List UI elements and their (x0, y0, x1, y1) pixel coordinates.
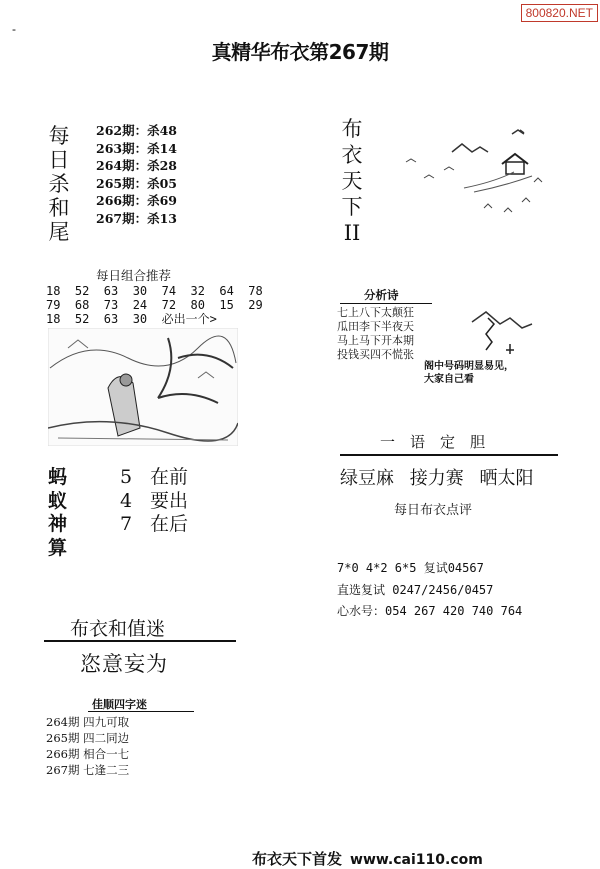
kill-tail-item: 265期：杀05 (96, 175, 177, 191)
riddle-heading: 布衣和值迷 (70, 618, 166, 640)
picks-line: 7*0 4*2 6*5 复试04567 (337, 561, 484, 575)
scholar-illustration (48, 328, 238, 446)
poem-lines (337, 306, 414, 362)
combo-row: 18 52 63 30 74 32 64 78 (46, 284, 263, 298)
kill-tail-item: 262期：杀48 (96, 123, 177, 138)
yiyu-phrase: 接力赛 (409, 468, 464, 489)
ant-rows (120, 466, 188, 537)
combo-rows (46, 284, 263, 326)
watermark: 800820.NET (521, 4, 598, 22)
picks-line: 直选复试 0247/2456/0457 (337, 582, 494, 597)
four-char-row: 266期 相合一七 (46, 747, 130, 761)
poem-divider (340, 303, 432, 304)
ant-num: 5 (120, 466, 133, 488)
yiyu-divider (340, 454, 558, 456)
ant-num: 4 (120, 489, 133, 512)
ant-label-char: 蚂 (48, 466, 68, 488)
corner-mark: - (12, 22, 16, 36)
picks (337, 558, 522, 623)
four-char-row: 265期 四二同边 (46, 731, 130, 745)
ant-text: 要出 (150, 489, 189, 512)
combo-row: 79 68 73 24 72 80 15 29 (46, 298, 263, 312)
buyi-label-char: 天 (341, 169, 363, 193)
combo-row: 18 52 63 30 必出一个> (46, 312, 217, 326)
kill-tail-item: 267期：杀13 (96, 210, 177, 226)
poem-note (424, 361, 514, 386)
kill-tail-item: 266期：杀69 (96, 193, 177, 208)
kill-tail-label (46, 124, 72, 244)
yiyu-phrases (340, 464, 543, 490)
ant-label-char: 神 (48, 513, 68, 535)
four-char-list (46, 714, 129, 778)
kill-tail-item: 264期：杀28 (96, 158, 177, 173)
ant-row (120, 513, 188, 537)
ant-row (120, 466, 188, 490)
footer (252, 848, 483, 869)
yiyu-phrase: 晒太阳 (479, 468, 534, 489)
poem-heading: 分析诗 (364, 288, 399, 302)
four-char-row: 264期 四九可取 (46, 715, 130, 729)
kill-tail-label-char: 每 (48, 124, 70, 148)
ant-text: 在前 (150, 466, 189, 488)
ant-label-char: 算 (48, 536, 68, 559)
ant-text: 在后 (150, 513, 189, 535)
kill-tail-label-char: 和 (48, 196, 70, 220)
buyi-label-char: II (343, 221, 361, 245)
poem-line: 七上八下太颠狂 (337, 306, 414, 319)
poem-line: 马上马下开本期 (337, 334, 414, 347)
picks-line: 心水号：054 267 420 740 764 (337, 604, 523, 618)
combo-title: 每日组合推荐 (96, 268, 172, 283)
ant-label-char: 蚁 (48, 489, 68, 512)
poem-line: 投钱买四不慌张 (337, 348, 414, 361)
riddle-answer: 恣意妄为 (80, 652, 168, 676)
ant-row (120, 490, 188, 514)
yiyu-heading: 一语定胆 (380, 433, 501, 451)
yiyu-subtitle: 每日布衣点评 (394, 503, 473, 518)
four-char-heading: 佳顺四字迷 (92, 698, 147, 711)
mountain-figure-illustration (462, 302, 552, 358)
poem-line: 瓜田李下半夜天 (337, 320, 414, 333)
footer-url: www.cai110.com (350, 852, 483, 868)
footer-text: 布衣天下首发 (252, 850, 343, 868)
poem-note-line: 大家自己看 (424, 373, 474, 385)
ant-num: 7 (120, 513, 133, 535)
poem-note-line: 阁中号码明显易见， (424, 361, 514, 372)
buyi-label-char: 布 (341, 117, 363, 141)
kill-tail-item: 263期：杀14 (96, 140, 177, 156)
kill-tail-label-char: 日 (48, 148, 70, 172)
buyi-label-char: 衣 (341, 143, 363, 167)
ant-label (48, 466, 67, 560)
riddle-divider (44, 640, 236, 642)
landscape-illustration (404, 122, 554, 222)
buyi-label-char: 下 (341, 195, 363, 219)
buyi-label (338, 116, 366, 246)
four-char-row: 267期 七逢二三 (46, 763, 130, 777)
kill-tail-label-char: 杀 (48, 172, 70, 196)
yiyu-phrase: 绿豆麻 (340, 468, 394, 489)
page-title: 真精华布衣第267期 (211, 40, 389, 64)
kill-tail-label-char: 尾 (48, 220, 70, 244)
four-char-divider (88, 711, 194, 712)
kill-tail-list (96, 122, 177, 227)
